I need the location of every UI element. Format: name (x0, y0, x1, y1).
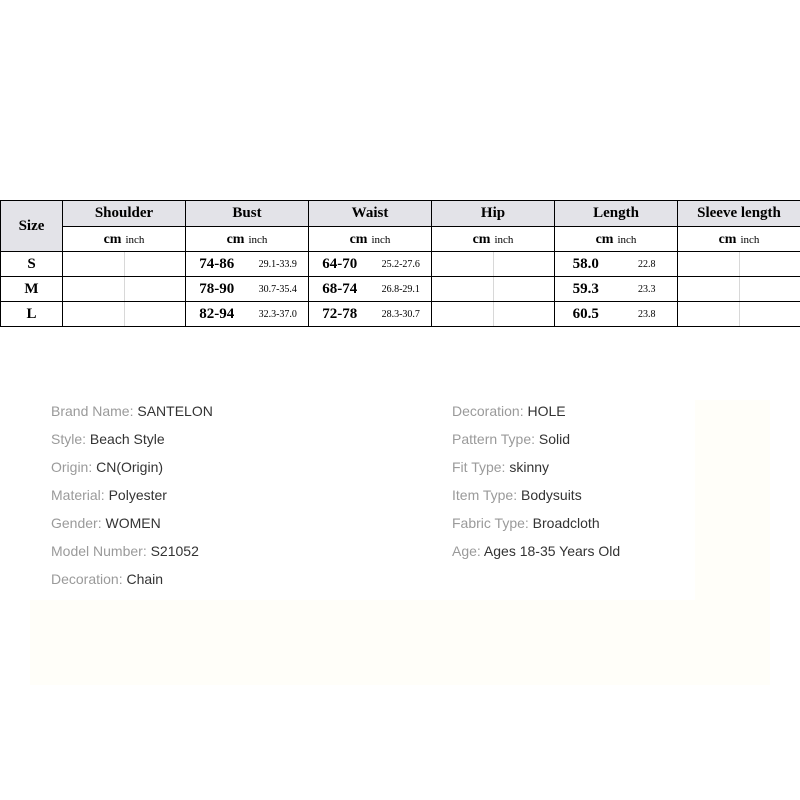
size-label: L (1, 302, 63, 327)
shoulder-inch (125, 277, 186, 302)
length-cm: 60.5 (555, 302, 617, 327)
unit-cm: cm (472, 232, 491, 247)
bust-cm: 78-90 (186, 277, 248, 302)
spec-fabric-type: Fabric Type: Broadcloth (452, 515, 600, 531)
waist-inch: 25.2-27.6 (371, 252, 432, 277)
unit-inch: inch (494, 234, 514, 246)
unit-cell (63, 227, 186, 252)
unit-inch: inch (248, 234, 268, 246)
shoulder-cm (63, 252, 125, 277)
hip-cm (432, 252, 494, 277)
waist-cm: 68-74 (309, 277, 371, 302)
column-header-shoulder: Shoulder (63, 201, 186, 227)
size-header: Size (1, 201, 63, 252)
unit-cm: cm (226, 232, 245, 247)
unit-inch: inch (617, 234, 637, 246)
bust-inch: 32.3-37.0 (248, 302, 309, 327)
bust-inch: 30.7-35.4 (248, 277, 309, 302)
unit-cell (678, 227, 800, 252)
sleeve-cm (678, 277, 740, 302)
column-header-sleeve-length: Sleeve length (678, 201, 800, 227)
hip-inch (494, 302, 555, 327)
spec-pattern-type: Pattern Type: Solid (452, 431, 571, 447)
unit-row (1, 227, 800, 252)
spec-item-type: Item Type: Bodysuits (452, 487, 582, 503)
table-row (1, 302, 800, 327)
length-inch: 23.3 (617, 277, 678, 302)
spec-fit-type: Fit Type: skinny (452, 459, 550, 475)
unit-cm: cm (718, 232, 737, 247)
spec-model-number: Model Number: S21052 (51, 543, 199, 559)
spec-style: Style: Beach Style (51, 431, 165, 447)
bust-cm: 82-94 (186, 302, 248, 327)
unit-inch: inch (125, 234, 145, 246)
length-inch: 22.8 (617, 252, 678, 277)
shoulder-inch (125, 252, 186, 277)
spec-brand-name: Brand Name: SANTELON (51, 403, 213, 419)
unit-cell (432, 227, 555, 252)
spec-age: Age: Ages 18-35 Years Old (452, 543, 621, 559)
spec-decoration: Decoration: HOLE (452, 403, 566, 419)
table-row (1, 252, 800, 277)
table-row (1, 277, 800, 302)
unit-cell (555, 227, 678, 252)
length-cm: 59.3 (555, 277, 617, 302)
unit-cm: cm (349, 232, 368, 247)
column-header-bust: Bust (186, 201, 309, 227)
column-header-length: Length (555, 201, 678, 227)
sleeve-inch (740, 302, 800, 327)
waist-inch: 26.8-29.1 (371, 277, 432, 302)
hip-cm (432, 277, 494, 302)
hip-inch (494, 277, 555, 302)
bust-inch: 29.1-33.9 (248, 252, 309, 277)
specs-right-column (452, 400, 620, 568)
unit-cell (186, 227, 309, 252)
sleeve-inch (740, 252, 800, 277)
header-row (1, 201, 800, 227)
sleeve-inch (740, 277, 800, 302)
unit-cm: cm (103, 232, 122, 247)
shoulder-inch (125, 302, 186, 327)
waist-inch: 28.3-30.7 (371, 302, 432, 327)
spec-decoration: Decoration: Chain (51, 571, 164, 587)
waist-cm: 64-70 (309, 252, 371, 277)
length-cm: 58.0 (555, 252, 617, 277)
size-label: M (1, 277, 63, 302)
shoulder-cm (63, 302, 125, 327)
spec-gender: Gender: WOMEN (51, 515, 161, 531)
background-panel-side (695, 400, 770, 685)
spec-origin: Origin: CN(Origin) (51, 459, 164, 475)
size-label: S (1, 252, 63, 277)
column-header-hip: Hip (432, 201, 555, 227)
unit-cm: cm (595, 232, 614, 247)
unit-inch: inch (371, 234, 391, 246)
sleeve-cm (678, 302, 740, 327)
sleeve-cm (678, 252, 740, 277)
column-header-waist: Waist (309, 201, 432, 227)
hip-cm (432, 302, 494, 327)
spec-material: Material: Polyester (51, 487, 167, 503)
waist-cm: 72-78 (309, 302, 371, 327)
unit-inch: inch (740, 234, 760, 246)
length-inch: 23.8 (617, 302, 678, 327)
shoulder-cm (63, 277, 125, 302)
bust-cm: 74-86 (186, 252, 248, 277)
background-panel (30, 600, 770, 685)
specs-left-column (51, 400, 213, 596)
unit-cell (309, 227, 432, 252)
size-chart-table (0, 200, 800, 327)
hip-inch (494, 252, 555, 277)
